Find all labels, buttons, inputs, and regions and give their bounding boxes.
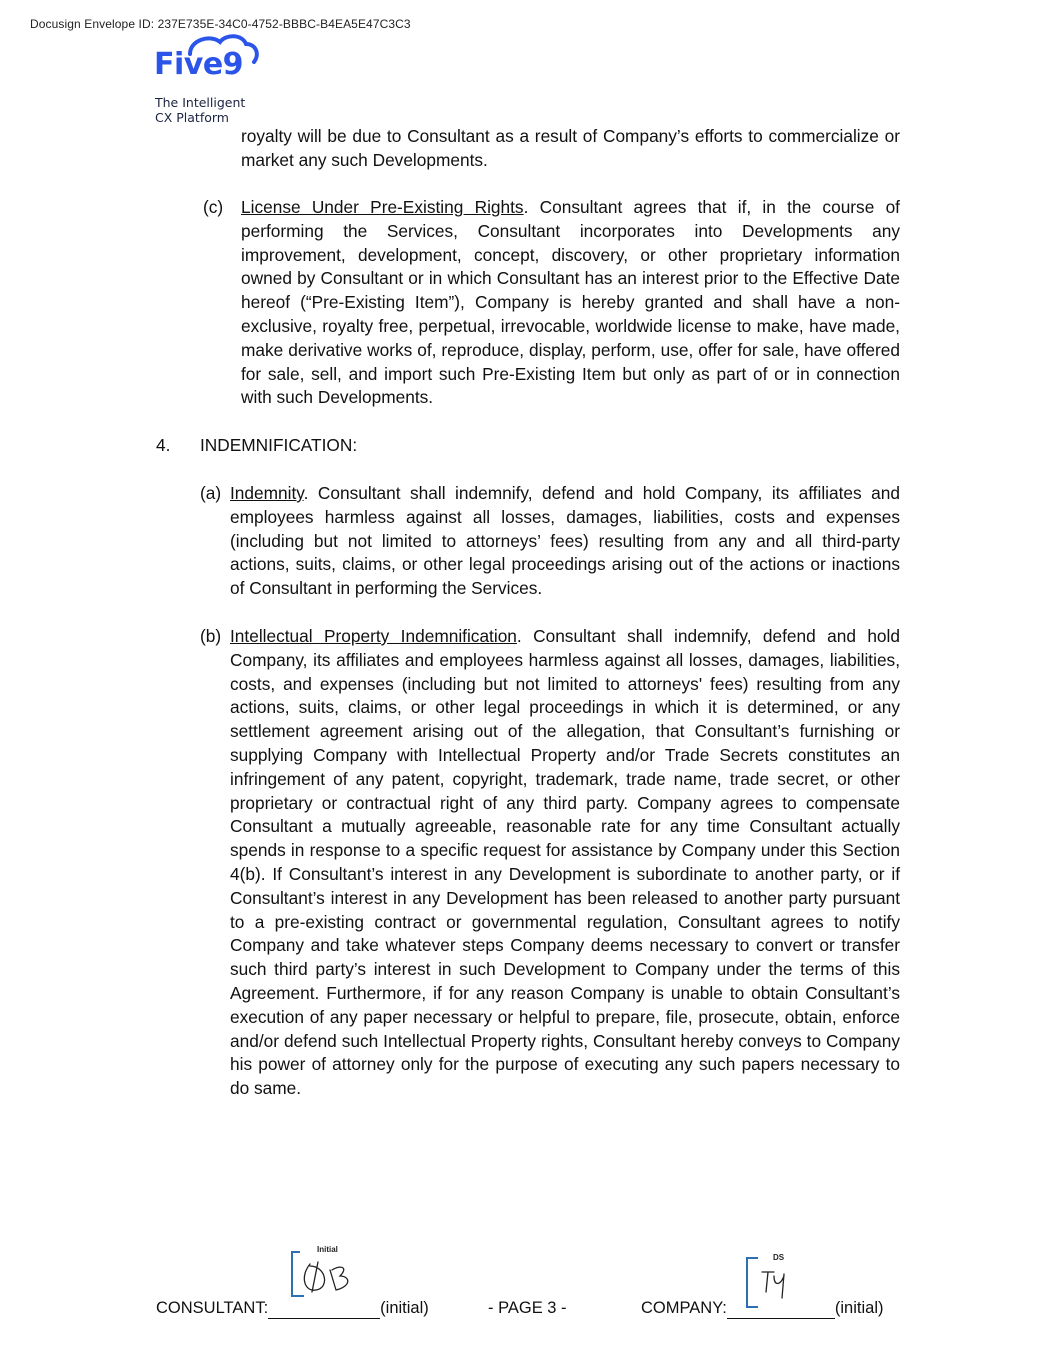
company-initial-field[interactable]: [727, 1298, 835, 1319]
company-stamp-tag: DS: [773, 1253, 785, 1262]
section-4a-body: . Consultant shall indemnify, defend and hold Company, its affiliates and employees harmless against all losses, damages, liabilities, costs and expenses (including but not limited to attorneys’ fees) resulting from any and all third-party actions, suits, claims, or other legal proceedings arising out of the actions or inactions of Consultant in performing the Services.: [230, 483, 900, 599]
section-3c-body: . Consultant agrees that if, in the course of performing the Services, Consultant incorporates into Developments any improvement, development, concept, discovery, or other proprietary information owned by Consultant or in which Consultant has an interest prior to the Effective Date hereof (“Pre-Existing Item”), Company is hereby granted and shall have a non-exclusive, royalty free, perpetual, irrevocable, worldwide license to make, have made, make derivative works of, reproduce, display, perform, use, offer for sale, have offered for sale, sell, and import such Pre-Existing Item but only as part of or in connection with such Developments.: [241, 197, 900, 408]
signature-initials-icon: [290, 1246, 372, 1302]
continuation-paragraph: royalty will be due to Consultant as a result of Company’s efforts to commercialize or market any such Developments.: [241, 126, 900, 170]
consultant-initial-field[interactable]: [268, 1298, 380, 1319]
company-initial-suffix: (initial): [834, 1299, 884, 1317]
five9-logo: [150, 32, 270, 128]
section-4-heading: INDEMNIFICATION:: [200, 435, 358, 455]
section-4a-title: Indemnity: [230, 483, 304, 503]
section-3c-label: (c): [203, 197, 224, 217]
section-4b-title: Intellectual Property Indemnification: [230, 626, 517, 646]
tagline-line-2: CX Platform: [155, 110, 229, 125]
section-3c-paragraph: [241, 196, 900, 410]
consultant-initial-line: [156, 1298, 429, 1319]
consultant-stamp-tag: Initial: [317, 1245, 338, 1254]
section-4b-label: (b): [200, 626, 222, 646]
logo-wordmark: Five9: [154, 47, 244, 82]
section-4a-paragraph: [230, 482, 900, 601]
section-4a-label: (a): [200, 483, 222, 503]
docusign-envelope-id: Docusign Envelope ID: 237E735E-34C0-4752-BBBC-B4EA5E47C3C3: [30, 17, 411, 31]
company-label: COMPANY:: [641, 1299, 727, 1317]
section-3c-title: License Under Pre-Existing Rights: [241, 197, 524, 217]
page-number: - PAGE 3 -: [488, 1299, 567, 1317]
section-4b-paragraph: [230, 625, 900, 1101]
company-initial-line: [641, 1298, 883, 1319]
consultant-initial-suffix: (initial): [380, 1299, 429, 1317]
logo-tagline: [155, 95, 245, 125]
consultant-label: CONSULTANT:: [156, 1299, 269, 1317]
consultant-initial-stamp[interactable]: [290, 1246, 372, 1302]
section-4-number: 4.: [156, 435, 171, 455]
tagline-line-1: The Intelligent: [155, 95, 246, 110]
section-4b-body: . Consultant shall indemnify, defend and hold Company, its affiliates and employees harmless against all losses, damages, liabilities, costs, and expenses (including but not limited to attorneys' fees) resulting from any actions, suits, claims, or other legal proceedings in which it is determined, or any settlement agreement arising out of the allegation, that Consultant’s furnishing or supplying Company with Intellectual Property and/or Trade Secrets constitutes an infringement of any patent, copyright, trademark, trade name, trade secret, or other proprietary or contractual right of any third party. Company agrees to compensate Consultant a mutually agreeable, reasonable rate for any time Consultant actually spends in response to a specific request for assistance by Company under this Section 4(b). If Consultant’s interest in any Development is subordinate to another party, or if Consultant’s interest in any Development has been released to another party pursuant to a pre-existing contract or governmental regulation, Consultant agrees to notify Company and take whatever steps Company deems necessary to convert or transfer such third party’s interest in such Development to Company under the terms of this Agreement. Furthermore, if for any reason Company is unable to obtain Consultant’s execution of any paper necessary or helpful to prepare, file, prosecute, obtain, enforce and/or defend such Intellectual Property rights, Consultant hereby conveys to Company his power of attorney only for the purpose of executing any such papers necessary to do same.: [230, 626, 900, 1099]
